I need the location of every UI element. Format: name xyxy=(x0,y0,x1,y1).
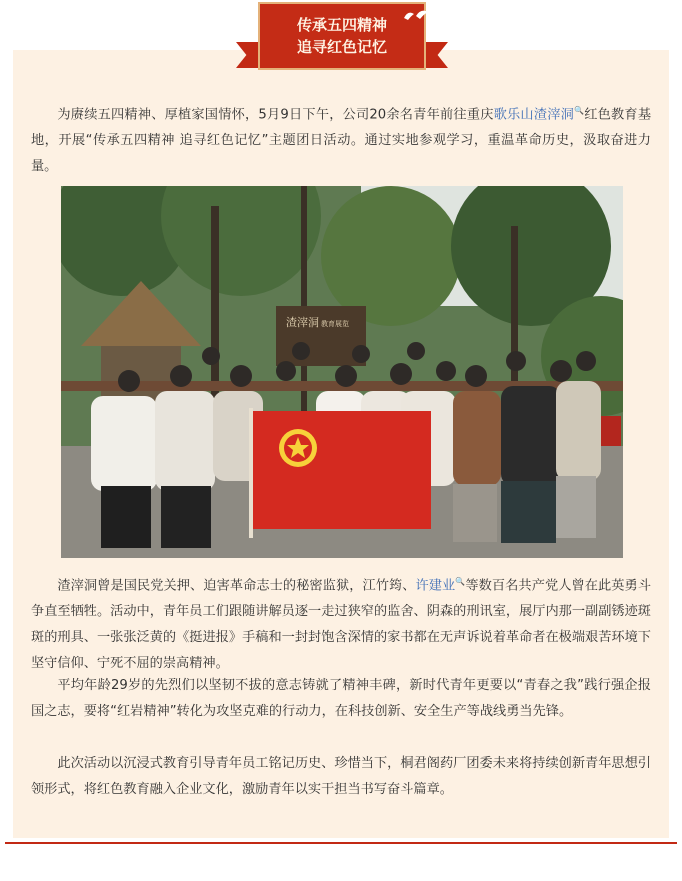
spirit-paragraph: 平均年龄29岁的先烈们以坚韧不拔的意志铸就了精神丰碑，新时代青年更要以“青春之我”践行强企报国之志，要将“红岩精神”转化为攻坚克难的行动力，在科技创新、安全生产等战线勇当先锋。 xyxy=(31,678,651,719)
group-photo-illustration xyxy=(61,186,623,558)
bottom-divider xyxy=(5,842,677,844)
search-icon[interactable]: 🔍 xyxy=(455,577,466,586)
conclusion-paragraph: 此次活动以沉浸式教育引导青年员工铭记历史、珍惜当下，桐君阁药厂团委未来将持续创新青年思想引领形式，将红色教育融入企业文化，激励青年以实干担当书写奋斗篇章。 xyxy=(31,756,651,797)
photo-sign-subtitle: 教育展览 xyxy=(321,320,349,328)
search-icon[interactable]: 🔍 xyxy=(574,106,585,115)
photo-sign-title: 渣滓洞 xyxy=(286,316,319,329)
intro-text-post: 红色教育基地，开展“传承五四精神 追寻红色记忆”主题团日活动。通过实地参观学习，重温革命历史，汲取奋进力量。 xyxy=(31,107,652,175)
history-text-pre: 渣滓洞曾是国民党关押、迫害革命志士的秘密监狱，江竹筠、 xyxy=(57,578,416,594)
title-line-1: 传承五四精神 xyxy=(296,16,387,34)
history-text-post: 等数百名共产党人曾在此英勇斗争直至牺牲。活动中，青年员工们跟随讲解员逐一走过狭窄的监舍、阴森的刑讯室，展厅内那一副副锈迹斑斑的刑具、一张张泛黄的《挺进报》手稿和一封封饱含深情的家书都在无声诉说着革命者在极端艰苦环境下坚守信仰、宁死不屈的崇高精神。 xyxy=(31,578,652,672)
title-banner xyxy=(232,2,452,74)
link-gele-mountain[interactable]: 歌乐山渣滓洞 xyxy=(493,107,575,123)
dove-icon xyxy=(402,8,432,27)
group-photo xyxy=(61,186,623,558)
title-box xyxy=(258,2,426,70)
intro-text-pre: 为赓续五四精神、厚植家国情怀，5月9日下午，公司20余名青年前往重庆 xyxy=(57,107,494,123)
intro-paragraph xyxy=(31,98,651,180)
title-line-2: 追寻红色记忆 xyxy=(296,38,387,56)
history-paragraph xyxy=(31,569,651,677)
link-xu-jianye[interactable]: 许建业 xyxy=(415,578,456,594)
